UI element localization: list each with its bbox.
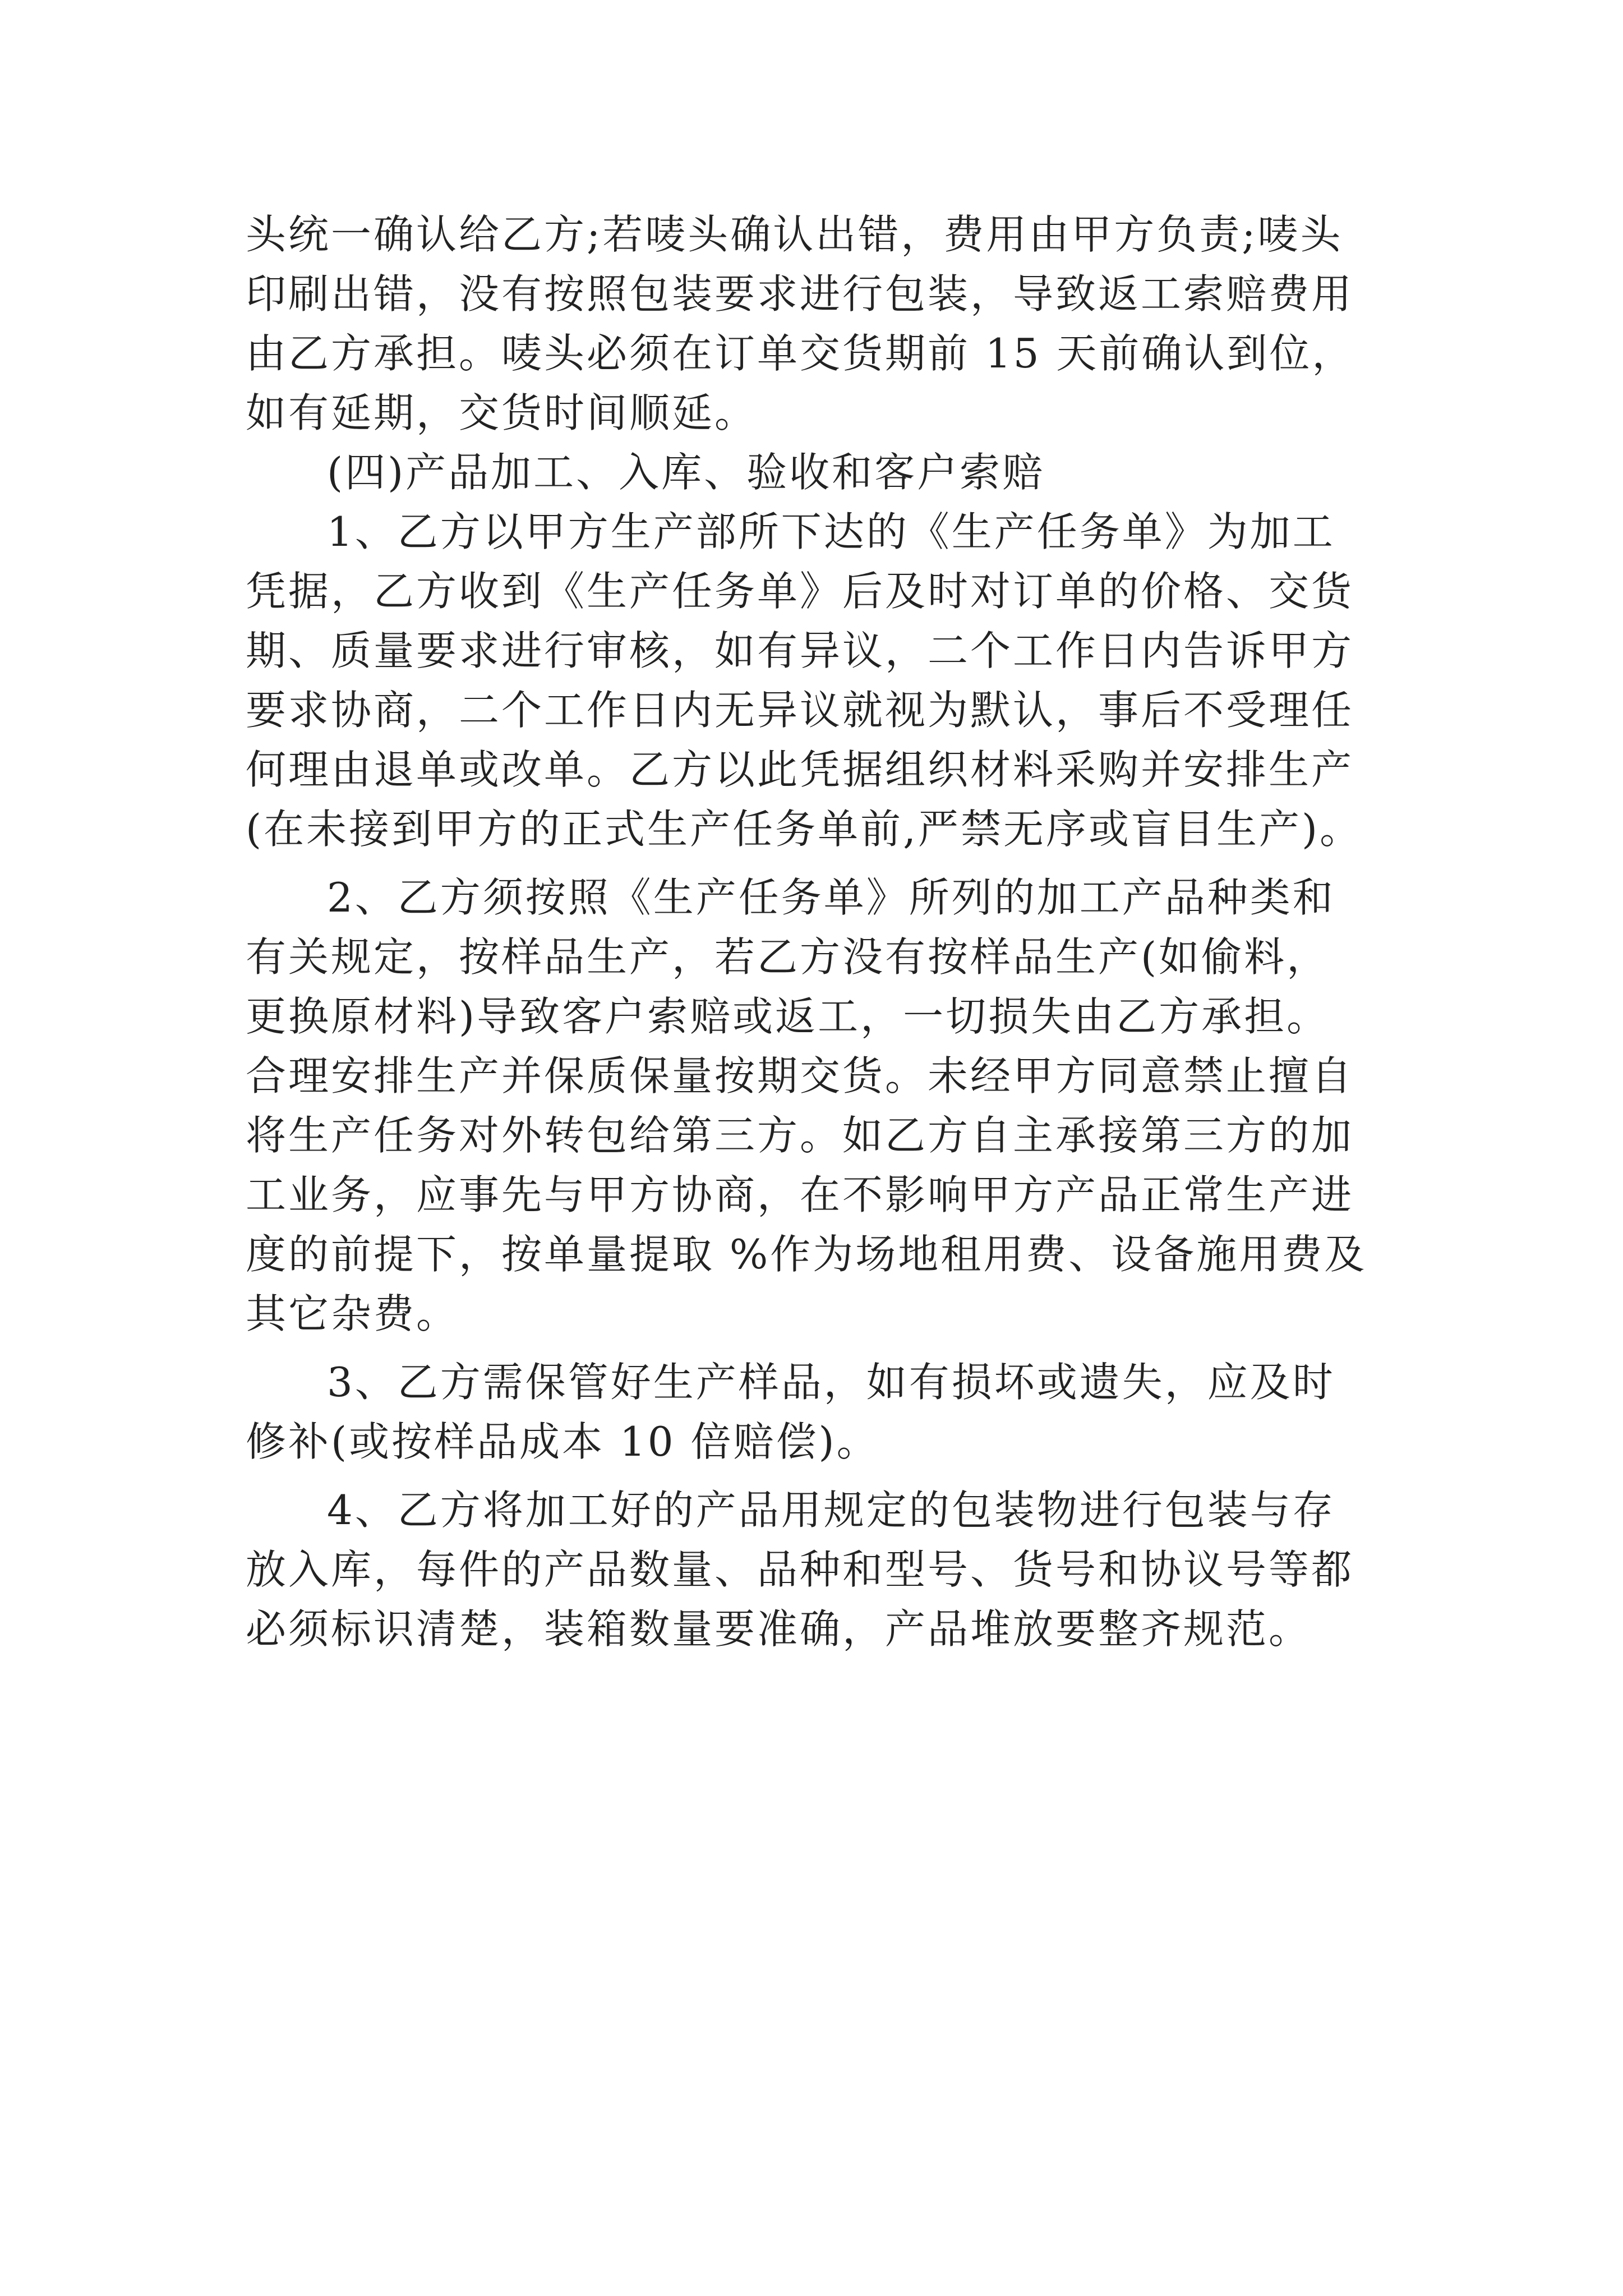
clause-3-line: 3、乙方需保管好生产样品，如有损坏或遗失，应及时 bbox=[327, 1359, 1335, 1406]
clause-2-line: 其它杂费。 bbox=[246, 1290, 459, 1337]
clause-2-line: 有关规定，按样品生产，若乙方没有按样品生产(如偷料， bbox=[246, 933, 1330, 981]
clause-1-line: 1、乙方以甲方生产部所下达的《生产任务单》为加工 bbox=[327, 508, 1335, 555]
clause-1-line: 要求协商，二个工作日内无异议就视为默认，事后不受理任 bbox=[246, 687, 1354, 734]
clause-2-line: 更换原材料)导致客户索赔或返工，一切损失由乙方承担。 bbox=[246, 993, 1330, 1040]
document-body bbox=[246, 205, 1384, 1659]
clause-3-line: 修补(或按样品成本 10 倍赔偿)。 bbox=[246, 1418, 879, 1465]
clause-2-line: 度的前提下，按单量提取 %作为场地租用费、设备施用费及 bbox=[246, 1231, 1367, 1278]
paragraph-line: 由乙方承担。唛头必须在订单交货期前 15 天前确认到位， bbox=[246, 330, 1355, 377]
clause-2-line: 将生产任务对外转包给第三方。如乙方自主承接第三方的加 bbox=[246, 1112, 1354, 1159]
clause-4-line: 4、乙方将加工好的产品用规定的包装物进行包装与存 bbox=[327, 1487, 1335, 1534]
clause-1-line: 凭据，乙方收到《生产任务单》后及时对订单的价格、交货 bbox=[246, 568, 1354, 615]
clause-4-line: 必须标识清楚，装箱数量要准确，产品堆放要整齐规范。 bbox=[246, 1605, 1312, 1653]
clause-1-line: 期、质量要求进行审核，如有异议，二个工作日内告诉甲方 bbox=[246, 627, 1354, 674]
section-heading: (四)产品加工、入库、验收和客户索赔 bbox=[327, 449, 1045, 496]
clause-1-line: 何理由退单或改单。乙方以此凭据组织材料采购并安排生产 bbox=[246, 746, 1354, 793]
clause-4-line: 放入库，每件的产品数量、品种和型号、货号和协议号等都 bbox=[246, 1546, 1354, 1593]
clause-1-line: (在未接到甲方的正式生产任务单前,严禁无序或盲目生产)。 bbox=[246, 806, 1363, 853]
paragraph-line: 如有延期，交货时间顺延。 bbox=[246, 389, 758, 436]
clause-2-line: 工业务，应事先与甲方协商，在不影响甲方产品正常生产进 bbox=[246, 1171, 1354, 1218]
clause-2-line: 2、乙方须按照《生产任务单》所列的加工产品种类和 bbox=[327, 874, 1335, 921]
clause-2-line: 合理安排生产并保质保量按期交货。未经甲方同意禁止擅自 bbox=[246, 1052, 1354, 1099]
paragraph-line: 印刷出错，没有按照包装要求进行包装，导致返工索赔费用 bbox=[246, 270, 1354, 318]
paragraph-line: 头统一确认给乙方;若唛头确认出错，费用由甲方负责;唛头 bbox=[246, 211, 1343, 258]
